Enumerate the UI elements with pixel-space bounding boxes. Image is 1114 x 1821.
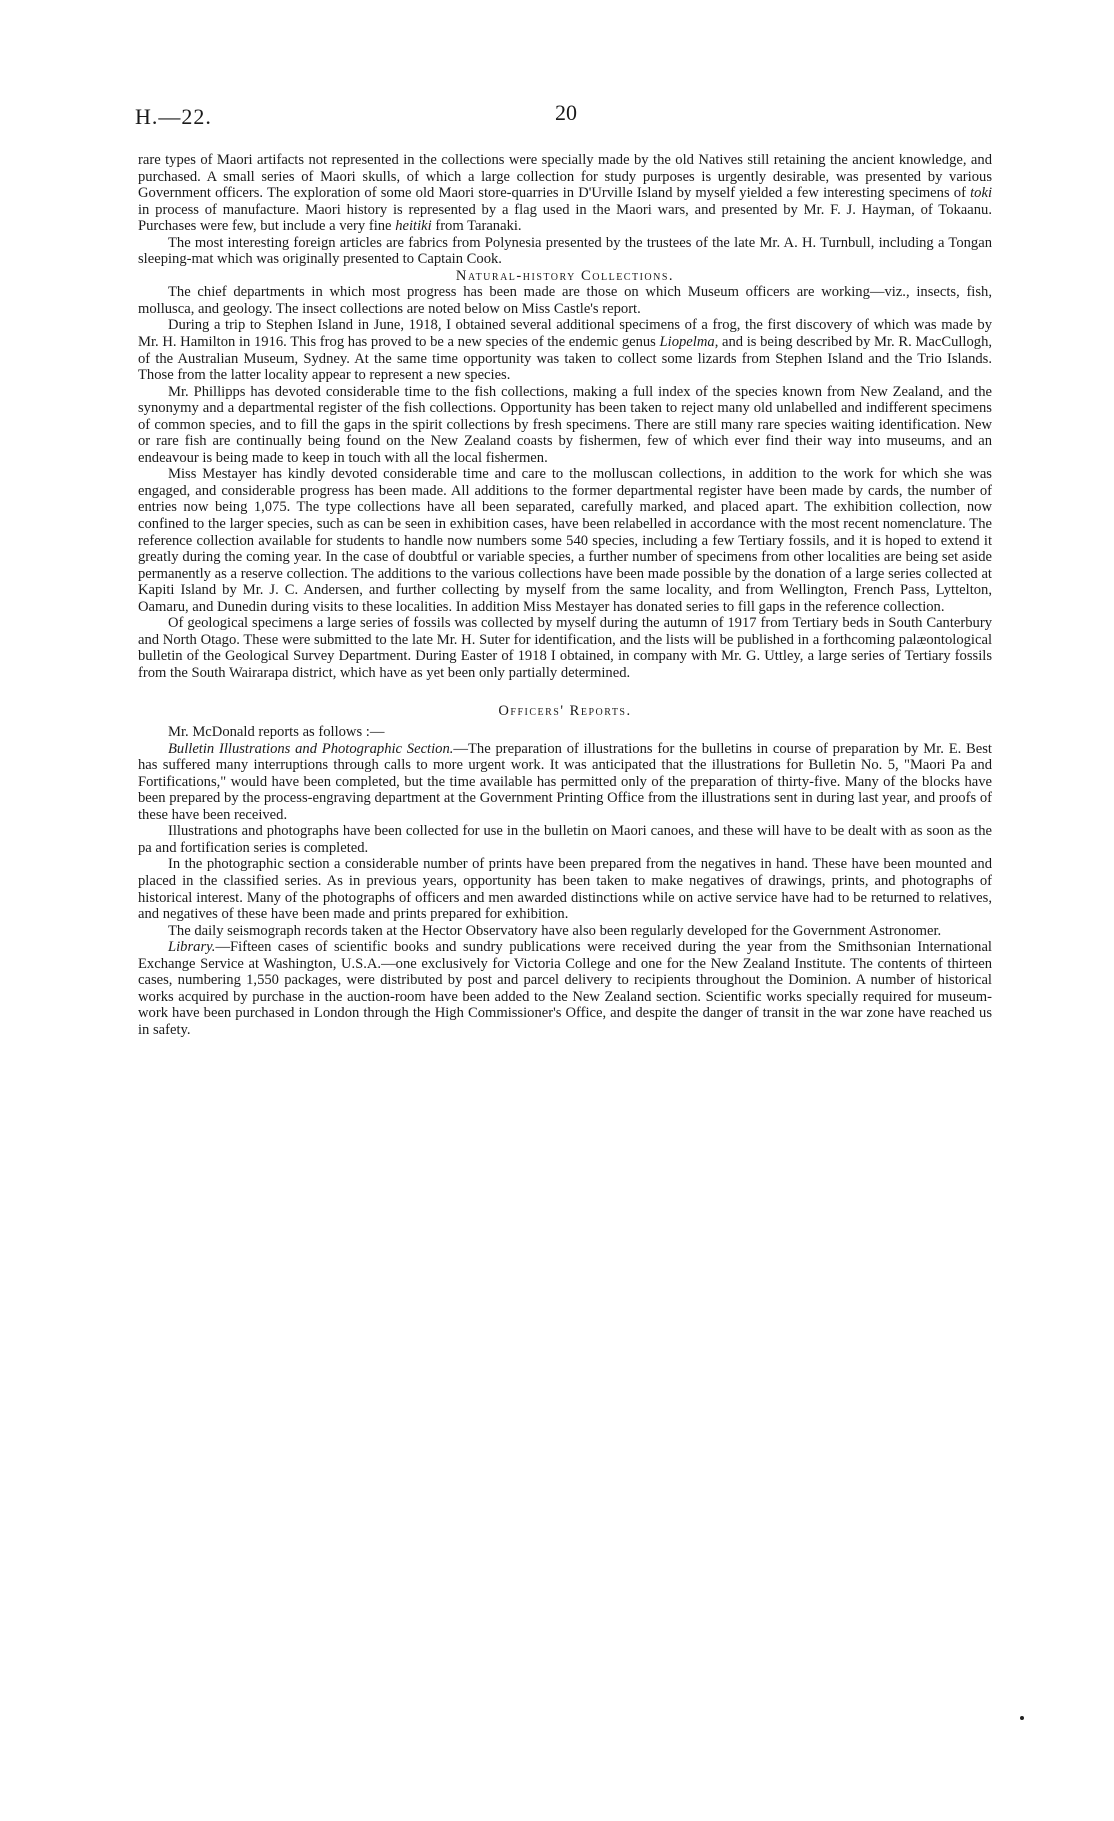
document-body	[138, 152, 992, 1038]
paragraph-geological-specimens: Of geological specimens a large series of fossils was collected by myself during the autumn of 1917 from Tertiary beds in South Canterbury and North Otago. These were submitted to the late Mr. H. Suter for identification, and the lists will be published in a forthcoming palæontological bulletin of the Geological Survey Department. During Easter of 1918 I obtained, in company with Mr. G. Uttley, a large series of Tertiary fossils from the South Wairarapa district, which have as yet been only partially determined.	[138, 615, 992, 681]
section-heading-natural-history: Natural-history Collections.	[455, 267, 675, 284]
section-heading-officers-reports: Officers' Reports.	[498, 702, 632, 719]
italic-term-toki: toki	[970, 185, 992, 202]
document-reference: H.—22.	[135, 104, 212, 129]
paragraph-maori-canoes: Illustrations and photographs have been collected for use in the bulletin on Maori canoes, and these will have to be dealt with as soon as the pa and fortification series is completed.	[138, 823, 992, 856]
paragraph-chief-departments: The chief departments in which most progress has been made are those on which Museum officers are working—viz., insects, fish, mollusca, and geology. The insect collections are noted below on Miss Castle's report.	[138, 284, 992, 317]
paragraph-bulletin-illustrations: Bulletin Illustrations and Photographic Section.—The preparation of illustrations for the bulletins in course of preparation by Mr. E. Best has suffered many interruptions through calls to more urgent work. It was anticipated that the illustrations for Bulletin No. 5, "Maori Pa and Fortifications," would have been completed, but the time available has permitted only of the preparation of thirty-five. Many of the blocks have been prepared by the process-engraving department at the Government Printing Office from the illustrations sent in during last year, and proofs of these have been received.	[138, 740, 992, 823]
italic-genus-liopelma: Liopelma	[659, 334, 715, 351]
italic-heading-bulletin-illustrations: Bulletin Illustrations and Photographic Section.	[168, 740, 454, 757]
paragraph-molluscan-collections: Miss Mestayer has kindly devoted considerable time and care to the molluscan collections, in addition to the work for which she was engaged, and considerable progress has been made. All additions to the former departmental register have been made by cards, the number of entries now being 1,075. The type collections have all been separated, carefully marked, and placed apart. The exhibition collection, now confined to the larger species, such as can be seen in exhibition cases, have been relabelled in accordance with the most recent nomenclature. The reference collection available for students to handle now numbers some 540 species, including a few Tertiary fossils, and it is hoped to extend it greatly during the coming year. In the case of doubtful or variable species, a further number of specimens from other localities are being set aside permanently as a reserve collection. The additions to the various collections have been made possible by the donation of a large series collected at Kapiti Island by Mr. J. C. Andersen, and further collecting by myself from the same locality, and from Wellington, French Pass, Lyttelton, Oamaru, and Dunedin during visits to these localities. In addition Miss Mestayer has donated series to fill gaps in the reference collection.	[138, 466, 992, 615]
italic-term-heitiki: heitiki	[395, 218, 432, 235]
paragraph-maori-artifacts: rare types of Maori artifacts not represented in the collections were specially made by the old Natives still retaining the ancient knowledge, and purchased. A small series of Maori skulls, of which a large collection for study purposes is urgently desirable, was presented by various Government officers. The exploration of some old Maori store-quarries in D'Urville Island by myself yielded a few interesting specimens of toki in process of manufacture. Maori history is represented by a flag used in the Maori wars, and presented by Mr. F. J. Hayman, of Tokaanu. Purchases were few, but include a very fine heitiki from Taranaki.	[138, 152, 992, 235]
paragraph-mcdonald-reports: Mr. McDonald reports as follows :—	[168, 724, 385, 741]
paragraph-photographic-section: In the photographic section a considerable number of prints have been prepared from the negatives in hand. These have been mounted and placed in the classified series. As in previous years, opportunity has been taken to make negatives of drawings, prints, and photographs of historical interest. Many of the photographs of officers and men awarded distinctions while on active service have had to be returned to relatives, and negatives of these have been made and prints prepared for exhibition.	[138, 856, 992, 923]
paragraph-stephen-island-frog: During a trip to Stephen Island in June, 1918, I obtained several additional specimens of a frog, the first discovery of which was made by Mr. H. Hamilton in 1916. This frog has proved to be a new species of the endemic genus Liopelma, and is being described by Mr. R. MacCullogh, of the Australian Museum, Sydney. At the same time opportunity was taken to collect some lizards from Stephen Island and the Trio Islands. Those from the latter locality appear to represent a new species.	[138, 317, 993, 384]
page-number: 20	[555, 100, 577, 125]
stray-ink-dot	[1020, 1716, 1024, 1720]
paragraph-fish-collections: Mr. Phillipps has devoted considerable time to the fish collections, making a full index of the species known from New Zealand, and the synonymy and a departmental register of the fish collections. Opportunity has been taken to reject many old unlabelled and indifferent specimens of common species, and to fill the gaps in the spirit collections by fresh specimens. There are still many rare species waiting identification. New or rare fish are continually being found on the New Zealand coasts by fishermen, few of which ever find their way into museums, and an endeavour is being made to keep in touch with all the local fishermen.	[138, 383, 992, 466]
paragraph-foreign-articles: The most interesting foreign articles are fabrics from Polynesia presented by the trustees of the late Mr. A. H. Turnbull, including a Tongan sleeping-mat which was originally presented to Captain Cook.	[138, 234, 992, 268]
paragraph-seismograph-records: The daily seismograph records taken at the Hector Observatory have also been regularly developed for the Government Astronomer.	[168, 922, 942, 939]
italic-heading-library: Library.	[168, 939, 216, 956]
paragraph-library: Library.—Fifteen cases of scientific books and sundry publications were received during the year from the Smithsonian International Exchange Service at Washington, U.S.A.—one exclusively for Victoria College and one for the New Zealand Institute. The contents of thirteen cases, numbering 1,550 packages, were distributed by post and parcel delivery to recipients throughout the Dominion. A number of historical works acquired by purchase in the auction-room have been added to the New Zealand section. Scientific works specially required for museum-work have been purchased in London through the High Commissioner's Office, and despite the danger of transit in the war zone have reached us in safety.	[138, 939, 992, 1038]
page-header	[0, 100, 1114, 134]
